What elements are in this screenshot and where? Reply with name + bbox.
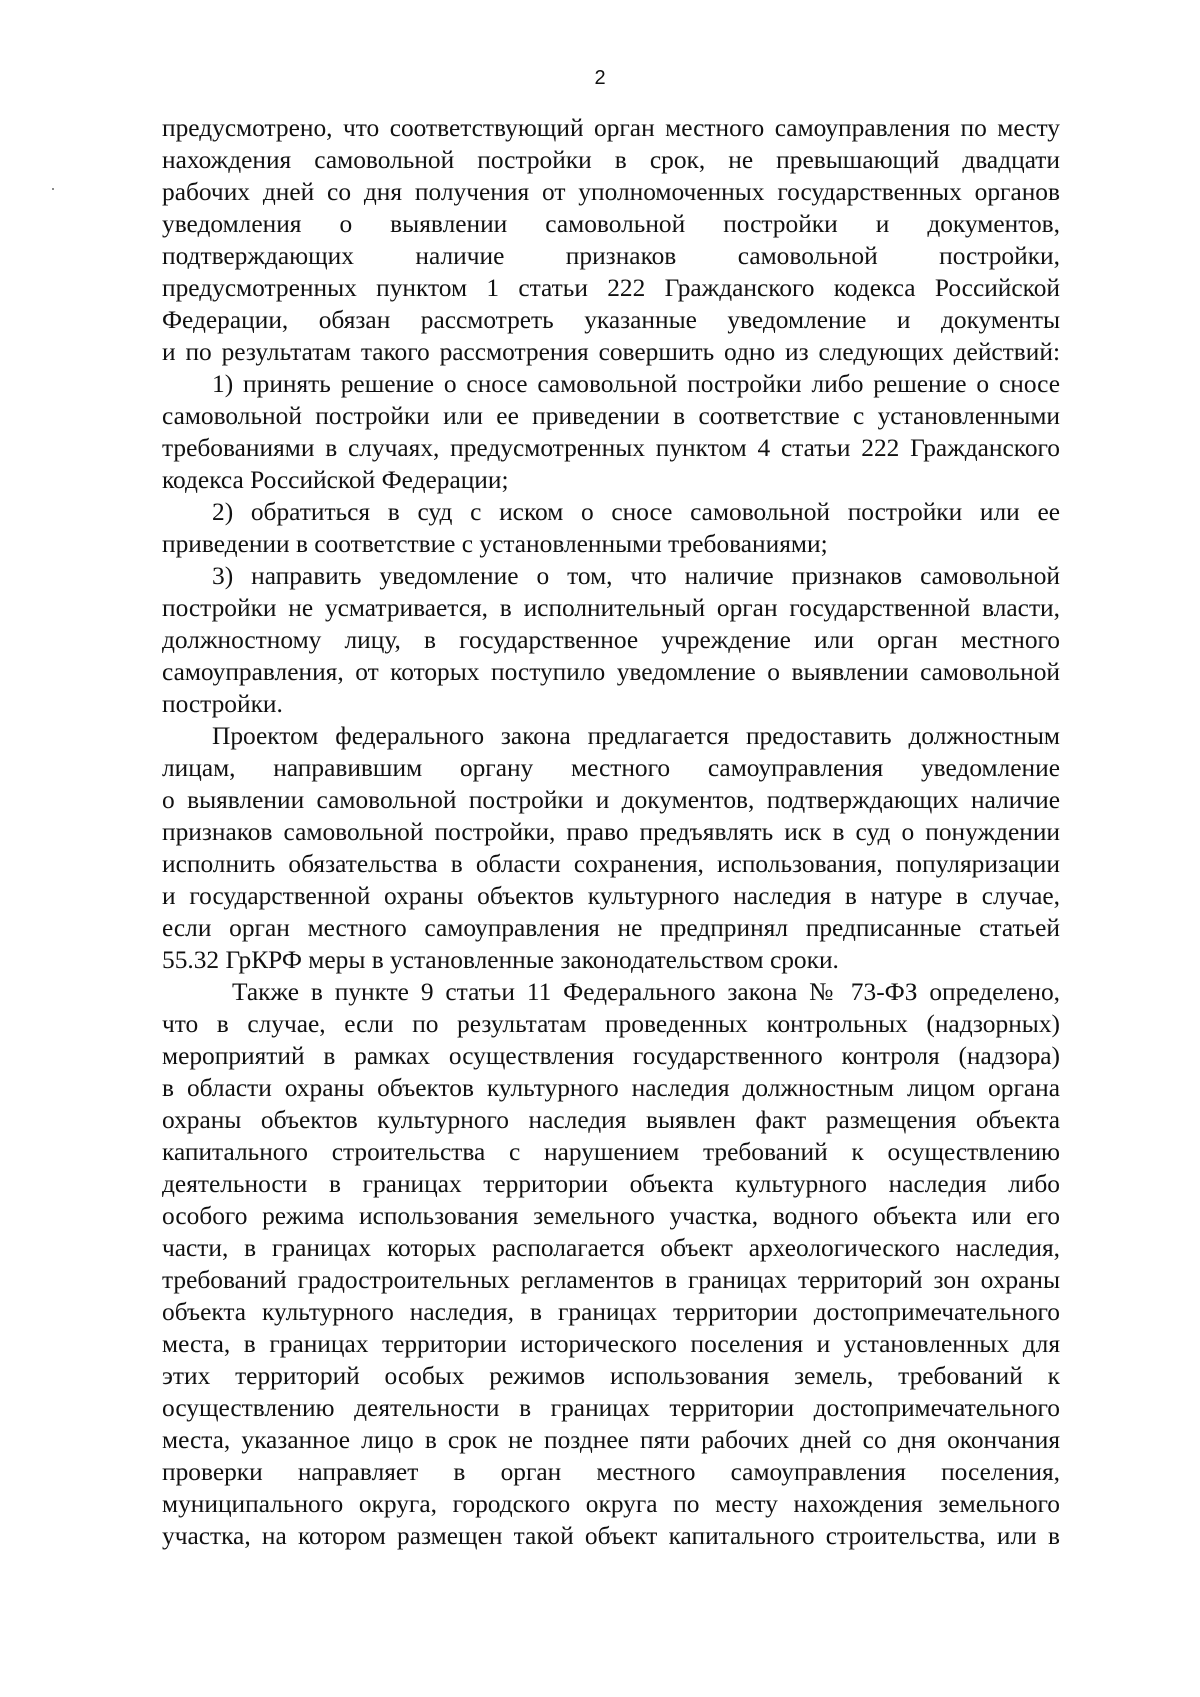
list-item-2 <box>162 496 1060 560</box>
text-line: постройки. <box>162 690 283 718</box>
text-line: деятельности в границах территории объекта культурного наследия либо <box>162 1170 1060 1198</box>
text-line: осуществлению деятельности в границах территории достопримечательного <box>162 1394 1060 1422</box>
text-line: исполнить обязательства в области сохранения, использования, популяризации <box>162 850 1060 878</box>
text-line: нахождения самовольной постройки в срок, не превышающий двадцати <box>162 146 1060 174</box>
text-line: лицам, направившим органу местного самоуправления уведомление <box>162 754 1060 782</box>
text-line: если орган местного самоуправления не предпринял предписанные статьей <box>162 914 1060 942</box>
text-line: предусмотрено, что соответствующий орган местного самоуправления по месту <box>162 114 1060 142</box>
text-line: уведомления о выявлении самовольной постройки и документов, <box>162 210 1060 238</box>
text-line: 55.32 ГрКРФ меры в установленные законодательством сроки. <box>162 946 839 974</box>
text-line: приведении в соответствие с установленными требованиями; <box>162 530 828 558</box>
text-line: рабочих дней со дня получения от уполномоченных государственных органов <box>162 178 1060 206</box>
text-line: места, в границах территории исторического поселения и установленных для <box>162 1330 1060 1358</box>
list-item-1 <box>162 368 1060 496</box>
text-line: участка, на котором размещен такой объект капитального строительства, или в <box>162 1522 1060 1550</box>
document-body <box>162 112 1060 1552</box>
text-line: места, указанное лицо в срок не позднее пяти рабочих дней со дня окончания <box>162 1426 1060 1454</box>
text-line: муниципального округа, городского округа по месту нахождения земельного <box>162 1490 1060 1518</box>
text-line: требованиями в случаях, предусмотренных пунктом 4 статьи 222 Гражданского <box>162 434 1060 462</box>
text-line: кодекса Российской Федерации; <box>162 466 509 494</box>
text-line: 2) обратиться в суд с иском о сносе самовольной постройки или ее <box>212 498 1060 526</box>
text-line: что в случае, если по результатам проведенных контрольных (надзорных) <box>162 1010 1060 1038</box>
text-line: объекта культурного наследия, в границах территории достопримечательного <box>162 1298 1060 1326</box>
text-line: этих территорий особых режимов использования земель, требований к <box>162 1362 1060 1390</box>
text-line: капитального строительства с нарушением требований к осуществлению <box>162 1138 1060 1166</box>
paragraph-proposal <box>162 720 1060 976</box>
scan-speck <box>52 188 54 190</box>
text-line: постройки не усматривается, в исполнительный орган государственной власти, <box>162 594 1060 622</box>
text-line: должностному лицу, в государственное учреждение или орган местного <box>162 626 1060 654</box>
text-line: мероприятий в рамках осуществления государственного контроля (надзора) <box>162 1042 1060 1070</box>
text-line: и государственной охраны объектов культурного наследия в натуре в случае, <box>162 882 1060 910</box>
paragraph-article-11 <box>162 976 1060 1552</box>
text-line: подтверждающих наличие признаков самовольной постройки, <box>162 242 1060 270</box>
text-line: Проектом федерального закона предлагается предоставить должностным <box>212 722 1060 750</box>
text-line: требований градостроительных регламентов в границах территорий зон охраны <box>162 1266 1060 1294</box>
paragraph-1 <box>162 112 1060 368</box>
text-line: в области охраны объектов культурного наследия должностным лицом органа <box>162 1074 1060 1102</box>
text-line: Федерации, обязан рассмотреть указанные уведомление и документы <box>162 306 1060 334</box>
text-line: и по результатам такого рассмотрения совершить одно из следующих действий: <box>162 338 1060 366</box>
text-line: 3) направить уведомление о том, что наличие признаков самовольной <box>212 562 1060 590</box>
text-line: о выявлении самовольной постройки и документов, подтверждающих наличие <box>162 786 1060 814</box>
text-line: Также в пункте 9 статьи 11 Федерального закона № 73-ФЗ определено, <box>232 978 1060 1006</box>
page-number: 2 <box>594 67 606 89</box>
text-line: признаков самовольной постройки, право предъявлять иск в суд о понуждении <box>162 818 1060 846</box>
text-line: охраны объектов культурного наследия выявлен факт размещения объекта <box>162 1106 1060 1134</box>
list-item-3 <box>162 560 1060 720</box>
text-line: предусмотренных пунктом 1 статьи 222 Гражданского кодекса Российской <box>162 274 1060 302</box>
text-line: проверки направляет в орган местного самоуправления поселения, <box>162 1458 1060 1486</box>
text-line: самовольной постройки или ее приведении в соответствие с установленными <box>162 402 1060 430</box>
text-line: особого режима использования земельного участка, водного объекта или его <box>162 1202 1060 1230</box>
text-line: 1) принять решение о сносе самовольной постройки либо решение о сносе <box>212 370 1060 398</box>
text-line: части, в границах которых располагается объект археологического наследия, <box>162 1234 1060 1262</box>
text-line: самоуправления, от которых поступило уведомление о выявлении самовольной <box>162 658 1060 686</box>
